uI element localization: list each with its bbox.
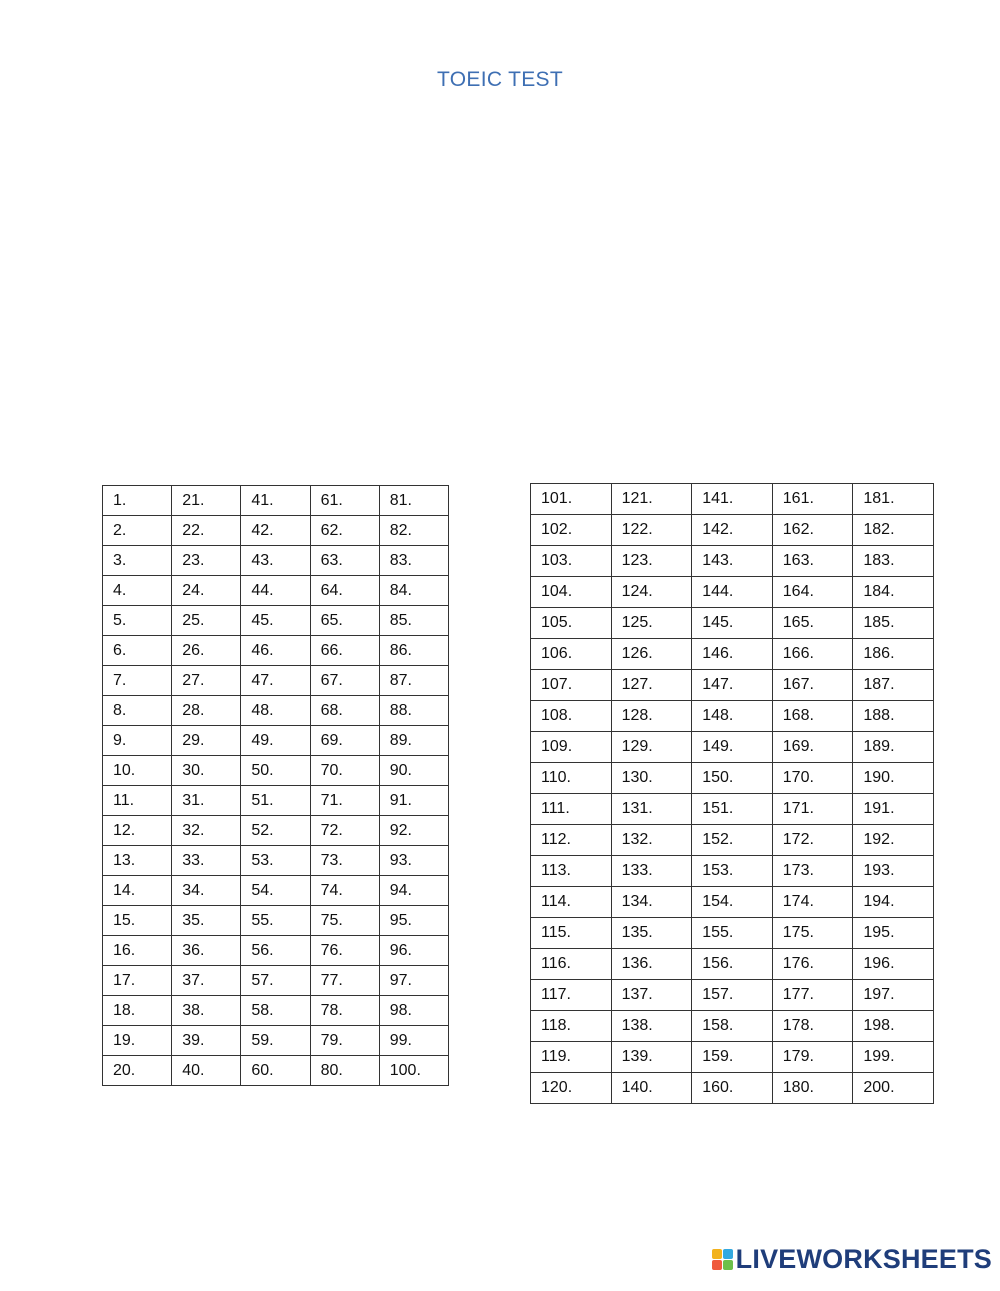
answer-row — [103, 1056, 449, 1086]
answer-cell: 184. — [853, 577, 934, 608]
answer-cell: 63. — [310, 546, 379, 576]
answer-row — [531, 856, 934, 887]
answer-cell: 127. — [611, 670, 692, 701]
answer-cell: 107. — [531, 670, 612, 701]
answer-row — [103, 966, 449, 996]
answer-cell: 41. — [241, 486, 310, 516]
answer-cell: 20. — [103, 1056, 172, 1086]
answer-row — [103, 726, 449, 756]
answer-cell: 154. — [692, 887, 773, 918]
answer-cell: 1. — [103, 486, 172, 516]
answer-cell: 94. — [379, 876, 448, 906]
answer-cell: 56. — [241, 936, 310, 966]
answer-cell: 139. — [611, 1042, 692, 1073]
answer-cell: 196. — [853, 949, 934, 980]
answer-cell: 109. — [531, 732, 612, 763]
answer-cell: 197. — [853, 980, 934, 1011]
answer-row — [531, 1073, 934, 1104]
answer-row — [531, 732, 934, 763]
answer-cell: 171. — [772, 794, 853, 825]
answer-cell: 4. — [103, 576, 172, 606]
answer-row — [103, 936, 449, 966]
answer-cell: 72. — [310, 816, 379, 846]
answer-cell: 100. — [379, 1056, 448, 1086]
answer-cell: 57. — [241, 966, 310, 996]
answer-cell: 112. — [531, 825, 612, 856]
answer-cell: 28. — [172, 696, 241, 726]
answer-cell: 133. — [611, 856, 692, 887]
answer-cell: 58. — [241, 996, 310, 1026]
answer-cell: 34. — [172, 876, 241, 906]
answer-cell: 29. — [172, 726, 241, 756]
answer-cell: 39. — [172, 1026, 241, 1056]
answer-cell: 145. — [692, 608, 773, 639]
answer-cell: 116. — [531, 949, 612, 980]
answer-cell: 186. — [853, 639, 934, 670]
answer-cell: 47. — [241, 666, 310, 696]
answer-cell: 106. — [531, 639, 612, 670]
answer-cell: 21. — [172, 486, 241, 516]
answer-cell: 117. — [531, 980, 612, 1011]
answer-cell: 31. — [172, 786, 241, 816]
answer-cell: 26. — [172, 636, 241, 666]
answer-cell: 93. — [379, 846, 448, 876]
answer-cell: 189. — [853, 732, 934, 763]
answer-cell: 149. — [692, 732, 773, 763]
answer-cell: 114. — [531, 887, 612, 918]
answer-row — [103, 576, 449, 606]
page-title: TOEIC TEST — [437, 68, 563, 91]
liveworksheets-logo-icon — [712, 1249, 733, 1270]
answer-cell: 177. — [772, 980, 853, 1011]
answer-cell: 110. — [531, 763, 612, 794]
answer-row — [531, 887, 934, 918]
answer-row — [103, 516, 449, 546]
answer-cell: 83. — [379, 546, 448, 576]
answer-cell: 42. — [241, 516, 310, 546]
answer-cell: 123. — [611, 546, 692, 577]
answer-cell: 84. — [379, 576, 448, 606]
answer-cell: 143. — [692, 546, 773, 577]
answer-row — [531, 608, 934, 639]
answer-cell: 170. — [772, 763, 853, 794]
answer-cell: 18. — [103, 996, 172, 1026]
answer-cell: 25. — [172, 606, 241, 636]
answer-row — [531, 670, 934, 701]
answer-cell: 129. — [611, 732, 692, 763]
answer-cell: 14. — [103, 876, 172, 906]
answer-cell: 92. — [379, 816, 448, 846]
answer-row — [103, 906, 449, 936]
answer-cell: 147. — [692, 670, 773, 701]
answer-cell: 185. — [853, 608, 934, 639]
answer-cell: 105. — [531, 608, 612, 639]
answer-cell: 36. — [172, 936, 241, 966]
answer-cell: 104. — [531, 577, 612, 608]
answer-row — [531, 918, 934, 949]
answer-cell: 108. — [531, 701, 612, 732]
answer-cell: 62. — [310, 516, 379, 546]
answer-cell: 40. — [172, 1056, 241, 1086]
answer-cell: 49. — [241, 726, 310, 756]
answer-cell: 78. — [310, 996, 379, 1026]
answer-cell: 8. — [103, 696, 172, 726]
answer-cell: 101. — [531, 484, 612, 515]
answer-cell: 27. — [172, 666, 241, 696]
answer-cell: 10. — [103, 756, 172, 786]
answer-row — [531, 546, 934, 577]
answer-cell: 135. — [611, 918, 692, 949]
answer-cell: 64. — [310, 576, 379, 606]
answer-cell: 193. — [853, 856, 934, 887]
answer-cell: 175. — [772, 918, 853, 949]
answer-cell: 165. — [772, 608, 853, 639]
answer-cell: 95. — [379, 906, 448, 936]
answer-cell: 180. — [772, 1073, 853, 1104]
answer-cell: 198. — [853, 1011, 934, 1042]
answer-cell: 99. — [379, 1026, 448, 1056]
answer-cell: 115. — [531, 918, 612, 949]
answer-cell: 126. — [611, 639, 692, 670]
answer-row — [103, 486, 449, 516]
answer-cell: 138. — [611, 1011, 692, 1042]
answer-cell: 71. — [310, 786, 379, 816]
answer-cell: 153. — [692, 856, 773, 887]
answer-cell: 96. — [379, 936, 448, 966]
answer-cell: 192. — [853, 825, 934, 856]
answer-cell: 102. — [531, 515, 612, 546]
answer-cell: 183. — [853, 546, 934, 577]
answer-row — [103, 696, 449, 726]
logo-square — [723, 1249, 733, 1259]
answer-cell: 70. — [310, 756, 379, 786]
answer-cell: 87. — [379, 666, 448, 696]
answer-cell: 164. — [772, 577, 853, 608]
answer-cell: 163. — [772, 546, 853, 577]
liveworksheets-logo — [712, 1244, 992, 1275]
answer-cell: 97. — [379, 966, 448, 996]
answer-cell: 194. — [853, 887, 934, 918]
answer-cell: 113. — [531, 856, 612, 887]
answer-cell: 7. — [103, 666, 172, 696]
answer-cell: 195. — [853, 918, 934, 949]
answer-cell: 181. — [853, 484, 934, 515]
answer-cell: 22. — [172, 516, 241, 546]
answer-row — [531, 980, 934, 1011]
answer-cell: 2. — [103, 516, 172, 546]
answer-cell: 23. — [172, 546, 241, 576]
answer-cell: 142. — [692, 515, 773, 546]
answer-cell: 9. — [103, 726, 172, 756]
answer-cell: 130. — [611, 763, 692, 794]
answer-cell: 158. — [692, 1011, 773, 1042]
answer-cell: 156. — [692, 949, 773, 980]
answer-cell: 151. — [692, 794, 773, 825]
answer-cell: 45. — [241, 606, 310, 636]
answer-row — [531, 484, 934, 515]
answer-cell: 38. — [172, 996, 241, 1026]
answer-cell: 13. — [103, 846, 172, 876]
answer-cell: 24. — [172, 576, 241, 606]
answer-cell: 152. — [692, 825, 773, 856]
answer-row — [531, 577, 934, 608]
answer-cell: 176. — [772, 949, 853, 980]
answer-cell: 118. — [531, 1011, 612, 1042]
answer-cell: 122. — [611, 515, 692, 546]
answer-cell: 89. — [379, 726, 448, 756]
answer-cell: 3. — [103, 546, 172, 576]
answer-cell: 86. — [379, 636, 448, 666]
answer-cell: 76. — [310, 936, 379, 966]
answer-cell: 46. — [241, 636, 310, 666]
answer-cell: 173. — [772, 856, 853, 887]
answer-cell: 136. — [611, 949, 692, 980]
answer-row — [103, 606, 449, 636]
answer-grid-1-100 — [102, 485, 449, 1086]
answer-cell: 191. — [853, 794, 934, 825]
answer-row — [531, 763, 934, 794]
answer-row — [103, 666, 449, 696]
answer-cell: 48. — [241, 696, 310, 726]
answer-cell: 199. — [853, 1042, 934, 1073]
answer-cell: 128. — [611, 701, 692, 732]
answer-cell: 73. — [310, 846, 379, 876]
answer-cell: 15. — [103, 906, 172, 936]
answer-cell: 137. — [611, 980, 692, 1011]
answer-cell: 66. — [310, 636, 379, 666]
answer-cell: 140. — [611, 1073, 692, 1104]
answer-cell: 167. — [772, 670, 853, 701]
answer-cell: 187. — [853, 670, 934, 701]
answer-cell: 54. — [241, 876, 310, 906]
answer-cell: 157. — [692, 980, 773, 1011]
answer-cell: 81. — [379, 486, 448, 516]
answer-cell: 51. — [241, 786, 310, 816]
answer-row — [531, 515, 934, 546]
answer-row — [531, 1011, 934, 1042]
answer-cell: 55. — [241, 906, 310, 936]
answer-row — [103, 996, 449, 1026]
answer-cell: 68. — [310, 696, 379, 726]
answer-row — [103, 1026, 449, 1056]
answer-cell: 43. — [241, 546, 310, 576]
answer-cell: 190. — [853, 763, 934, 794]
answer-cell: 162. — [772, 515, 853, 546]
logo-square — [712, 1260, 722, 1270]
answer-cell: 148. — [692, 701, 773, 732]
answer-row — [531, 639, 934, 670]
answer-grid-101-200 — [530, 483, 934, 1104]
answer-cell: 166. — [772, 639, 853, 670]
answer-row — [531, 825, 934, 856]
answer-cell: 174. — [772, 887, 853, 918]
answer-cell: 124. — [611, 577, 692, 608]
answer-cell: 134. — [611, 887, 692, 918]
answer-cell: 53. — [241, 846, 310, 876]
answer-cell: 178. — [772, 1011, 853, 1042]
answer-cell: 67. — [310, 666, 379, 696]
answer-cell: 98. — [379, 996, 448, 1026]
answer-cell: 17. — [103, 966, 172, 996]
answer-cell: 75. — [310, 906, 379, 936]
answer-cell: 74. — [310, 876, 379, 906]
answer-cell: 52. — [241, 816, 310, 846]
answer-cell: 172. — [772, 825, 853, 856]
logo-text: LIVEWORKSHEETS — [735, 1244, 992, 1274]
answer-row — [531, 1042, 934, 1073]
logo-square — [712, 1249, 722, 1259]
answer-cell: 169. — [772, 732, 853, 763]
answer-cell: 132. — [611, 825, 692, 856]
answer-cell: 200. — [853, 1073, 934, 1104]
answer-row — [103, 636, 449, 666]
answer-cell: 61. — [310, 486, 379, 516]
logo-square — [723, 1260, 733, 1270]
answer-cell: 88. — [379, 696, 448, 726]
answer-cell: 19. — [103, 1026, 172, 1056]
answer-cell: 30. — [172, 756, 241, 786]
answer-cell: 12. — [103, 816, 172, 846]
answer-cell: 91. — [379, 786, 448, 816]
answer-row — [103, 546, 449, 576]
answer-cell: 121. — [611, 484, 692, 515]
answer-cell: 59. — [241, 1026, 310, 1056]
answer-cell: 120. — [531, 1073, 612, 1104]
answer-cell: 188. — [853, 701, 934, 732]
answer-cell: 155. — [692, 918, 773, 949]
answer-cell: 65. — [310, 606, 379, 636]
answer-cell: 159. — [692, 1042, 773, 1073]
answer-cell: 60. — [241, 1056, 310, 1086]
answer-row — [103, 876, 449, 906]
answer-cell: 35. — [172, 906, 241, 936]
answer-cell: 5. — [103, 606, 172, 636]
answer-cell: 111. — [531, 794, 612, 825]
answer-row — [531, 794, 934, 825]
answer-cell: 11. — [103, 786, 172, 816]
answer-cell: 6. — [103, 636, 172, 666]
answer-cell: 119. — [531, 1042, 612, 1073]
answer-cell: 80. — [310, 1056, 379, 1086]
answer-cell: 131. — [611, 794, 692, 825]
answer-cell: 168. — [772, 701, 853, 732]
answer-cell: 77. — [310, 966, 379, 996]
answer-cell: 179. — [772, 1042, 853, 1073]
answer-cell: 32. — [172, 816, 241, 846]
answer-cell: 144. — [692, 577, 773, 608]
answer-cell: 85. — [379, 606, 448, 636]
answer-cell: 161. — [772, 484, 853, 515]
answer-cell: 16. — [103, 936, 172, 966]
answer-cell: 125. — [611, 608, 692, 639]
answer-cell: 141. — [692, 484, 773, 515]
answer-cell: 50. — [241, 756, 310, 786]
answer-cell: 150. — [692, 763, 773, 794]
answer-cell: 82. — [379, 516, 448, 546]
answer-cell: 37. — [172, 966, 241, 996]
answer-cell: 103. — [531, 546, 612, 577]
answer-cell: 79. — [310, 1026, 379, 1056]
answer-cell: 160. — [692, 1073, 773, 1104]
answer-row — [103, 816, 449, 846]
answer-cell: 69. — [310, 726, 379, 756]
answer-cell: 33. — [172, 846, 241, 876]
answer-cell: 44. — [241, 576, 310, 606]
answer-row — [103, 786, 449, 816]
answer-cell: 90. — [379, 756, 448, 786]
answer-cell: 182. — [853, 515, 934, 546]
answer-row — [103, 756, 449, 786]
answer-row — [103, 846, 449, 876]
answer-row — [531, 949, 934, 980]
answer-row — [531, 701, 934, 732]
answer-cell: 146. — [692, 639, 773, 670]
